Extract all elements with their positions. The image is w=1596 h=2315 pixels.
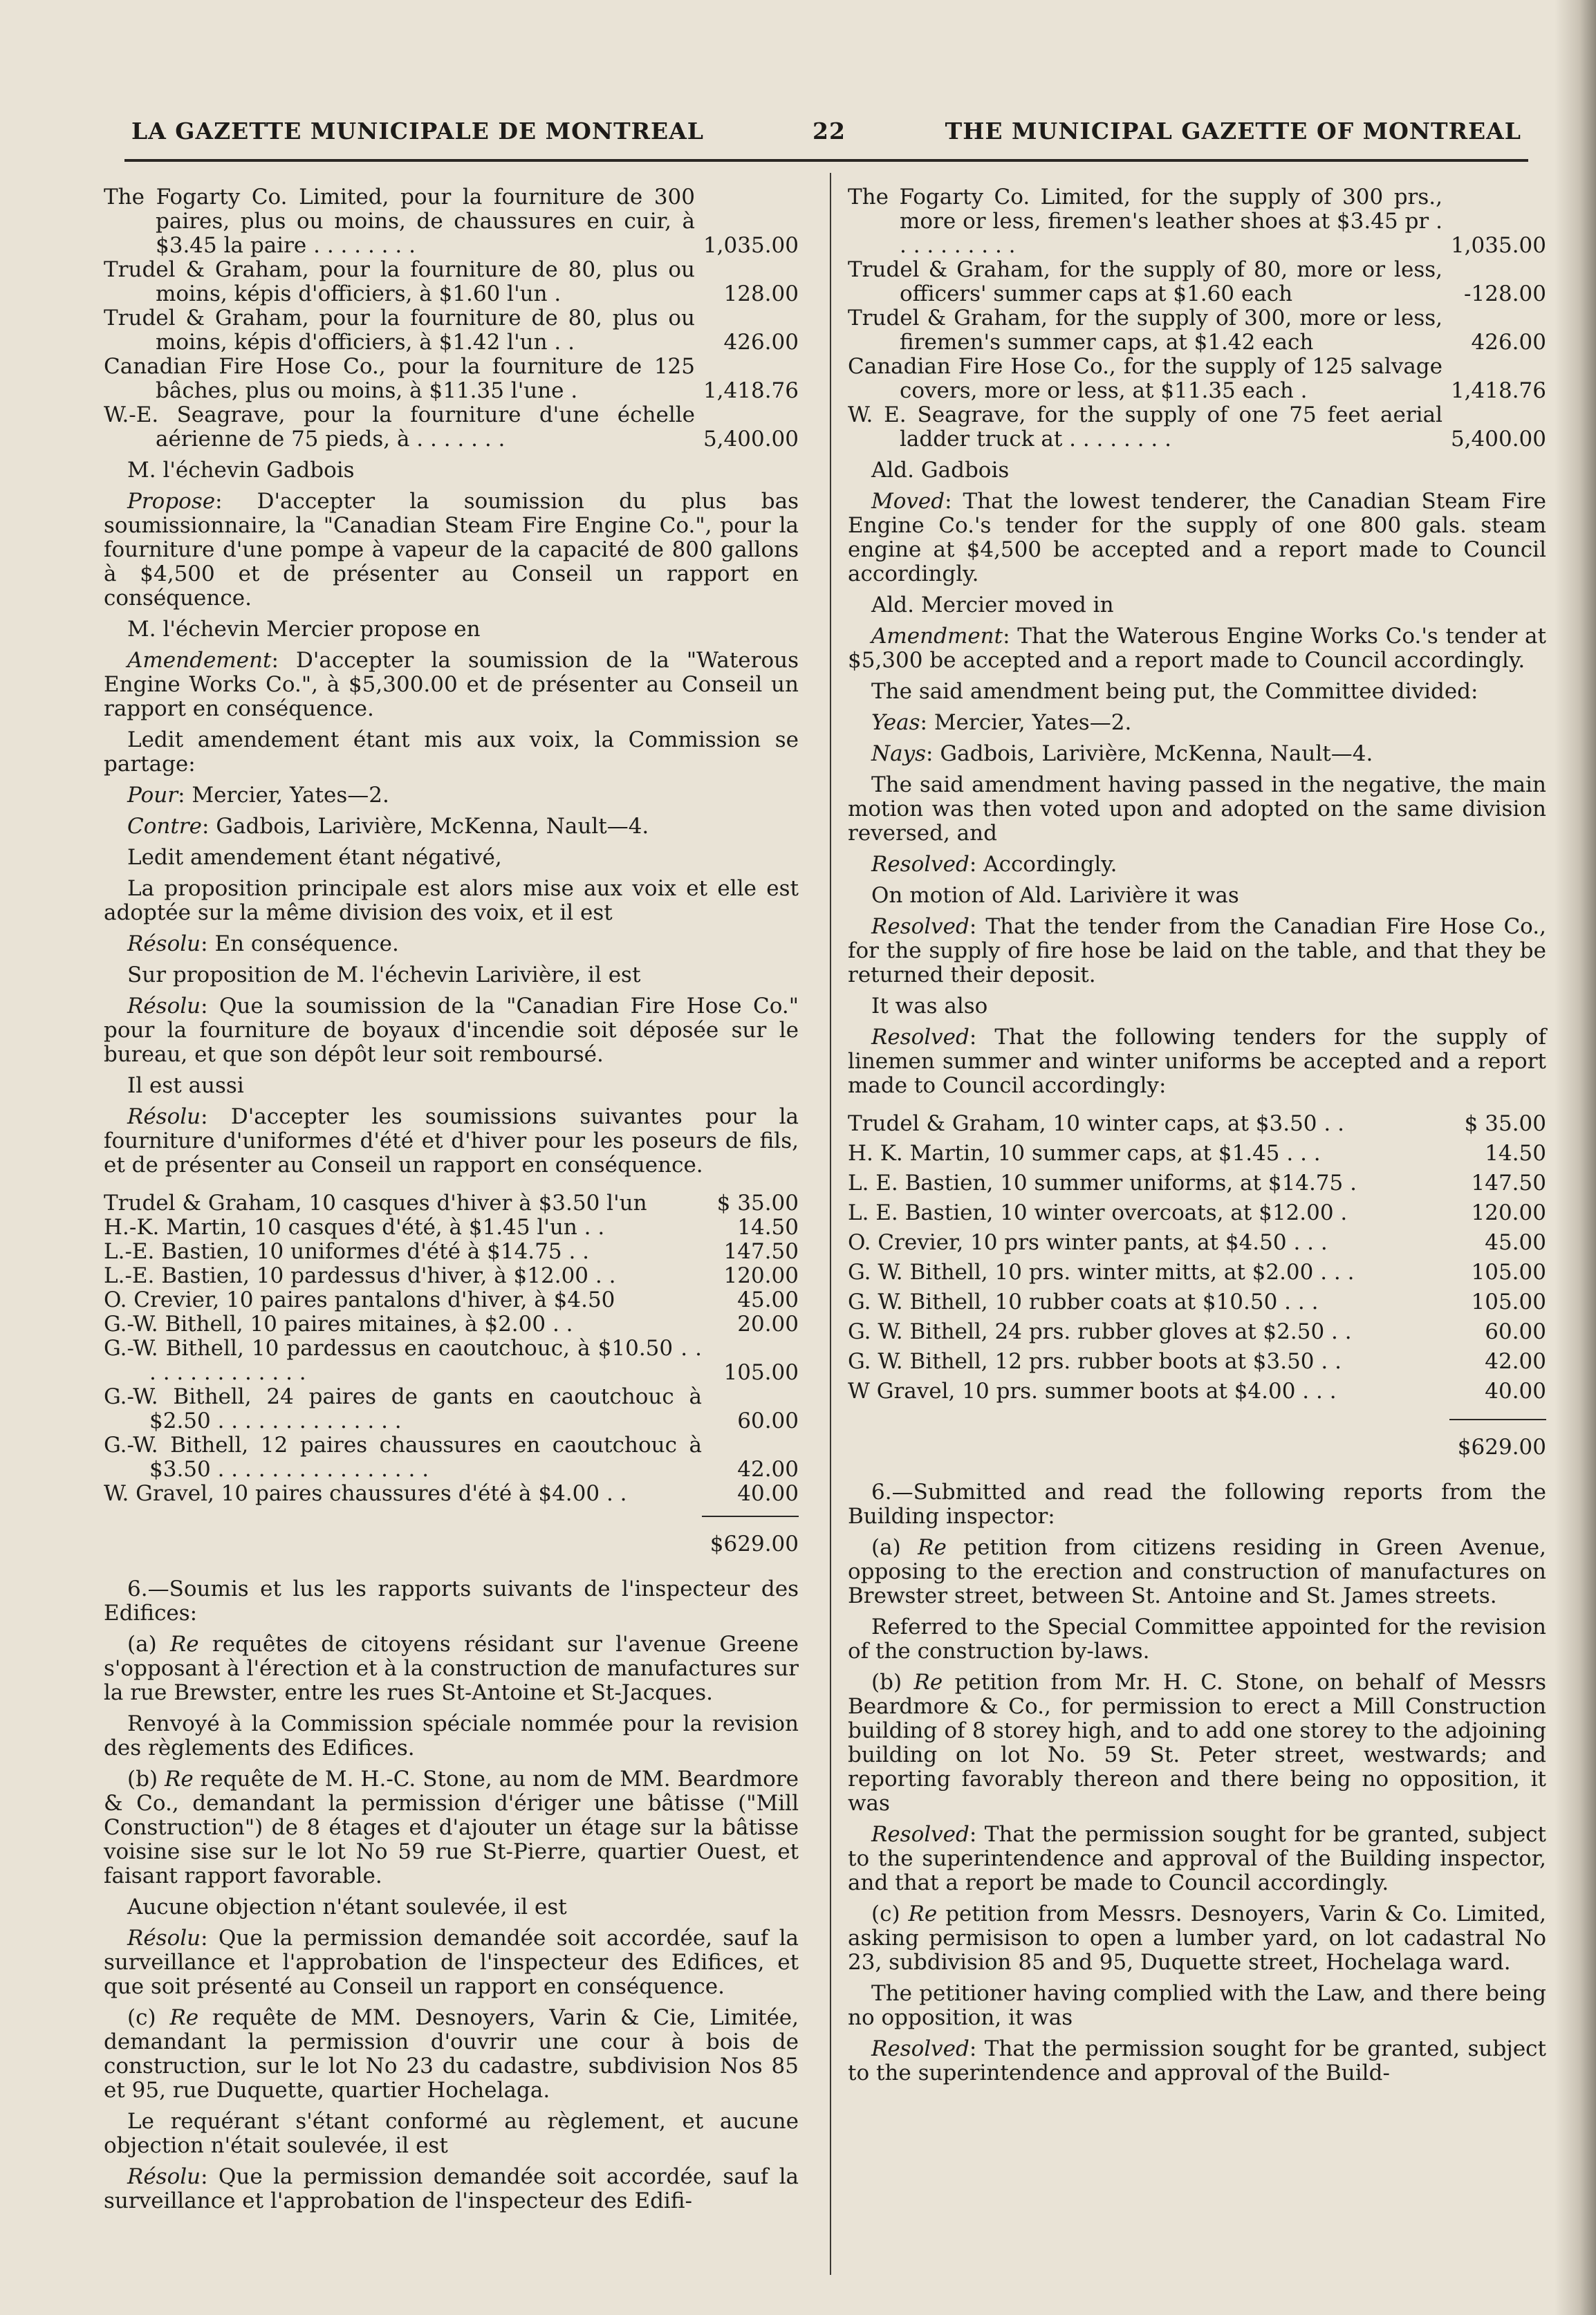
page-number: 22 <box>813 118 846 145</box>
fr-contract-text: W.-E. Seagrave, pour la fourniture d'une échelle aérienne de 75 pieds, à . . . . . . . <box>104 402 695 452</box>
fr-negative: Ledit amendement étant négativé, <box>127 845 502 870</box>
fr-contract-amount: 5,400.00 <box>703 427 799 452</box>
header-rule <box>124 159 1528 162</box>
fr-propose: Propose: D'accepter la soumission du plus bas soumissionnaire, la "Canadian Steam Fire Engine Co.", pour la fourniture d'une pompe à vapeur de la capacité de 800 gallons à $4,500 et de présenter au Conseil un rapport en conséquence. <box>104 489 799 611</box>
fr-total-rule <box>702 1516 799 1517</box>
en-contract-item: Trudel & Graham, for the supply of 80, more or less, officers' summer caps at $1.60 each -128.00 <box>848 257 1546 306</box>
en-tender-item: L. E. Bastien, 10 winter overcoats, at $12.00 . 120.00 <box>848 1200 1546 1225</box>
header-english-title: THE MUNICIPAL GAZETTE OF MONTREAL <box>945 118 1521 145</box>
en-lariviere: On motion of Ald. Larivière it was <box>871 883 1239 908</box>
fr-tender-item: L.-E. Bastien, 10 uniformes d'été à $14.75 . . 147.50 <box>104 1239 799 1264</box>
en-tender-item: Trudel & Graham, 10 winter caps, at $3.50 . . $ 35.00 <box>848 1111 1546 1136</box>
fr-tender-item: G.-W. Bithell, 24 paires de gants en caoutchouc à $2.50 . . . . . . . . . . . . . . 60.00 <box>104 1384 799 1433</box>
fr-renvoye: Renvoyé à la Commission spéciale nommée pour la revision des règlements des Edifices. <box>104 1711 799 1760</box>
en-contract-item: W. E. Seagrave, for the supply of one 75 feet aerial ladder truck at . . . . . . . . 5,400.00 <box>848 402 1546 452</box>
en-tender-item: G. W. Bithell, 24 prs. rubber gloves at $2.50 . . 60.00 <box>848 1319 1546 1344</box>
fr-resolu-c: Résolu: Que la permission demandée soit accordée, sauf la surveillance et l'approbation de l'inspecteur des Edifi- <box>104 2164 799 2213</box>
en-resolved-3: Resolved: That the following tenders for the supply of linemen summer and winter uniforms be accepted and a report made to Council accordingly: <box>848 1025 1546 1098</box>
fr-resolu-b: Résolu: Que la permission demandée soit accordée, sauf la surveillance et l'approbation de l'inspecteur des Edifices, et que soit présenté au Conseil un rapport en conséquence. <box>104 1926 799 1999</box>
en-tender-list <box>848 1112 1546 1409</box>
fr-contre: Contre: Gadbois, Larivière, McKenna, Nault—4. <box>127 814 649 839</box>
fr-amendement: Amendement: D'accepter la soumission de la "Waterous Engine Works Co.", à $5,300.00 et de présenter au Conseil un rapport en conséquence. <box>104 648 799 721</box>
en-item-b: (b) Re petition from Mr. H. C. Stone, on behalf of Messrs Beardmore & Co., for permission to erect a Mill Construction building of 8 storey high, and to add one storey to the adjoining building on lot No. 59 St. Peter street, westwards; and reporting favorably thereon and there being no opposition, it was <box>848 1670 1546 1816</box>
en-tender-item: G. W. Bithell, 10 prs. winter mitts, at $2.00 . . . 105.00 <box>848 1260 1546 1285</box>
fr-tender-item: G.-W. Bithell, 12 paires chaussures en caoutchouc à $3.50 . . . . . . . . . . . . . . . . 42.00 <box>104 1433 799 1482</box>
fr-contract-item <box>104 185 799 258</box>
fr-contract-amount: 1,418.76 <box>703 378 799 403</box>
fr-gadbois: M. l'échevin Gadbois <box>127 458 355 483</box>
fr-contract-text: Trudel & Graham, pour la fourniture de 80, plus ou moins, képis d'officiers, à $1.42 l'un . . <box>104 306 695 355</box>
en-tender-item: W Gravel, 10 prs. summer boots at $4.00 . . . 40.00 <box>848 1379 1546 1404</box>
fr-contract-amount: 426.00 <box>723 330 799 355</box>
en-item-c: (c) Re petition from Messrs. Desnoyers, Varin & Co. Limited, asking permisison to open a lumber yard, on lot cadastral No 23, subdivision 85 and 95, Duquette street, Hochelaga ward. <box>848 1902 1546 1975</box>
fr-tender-item: H.-K. Martin, 10 casques d'été, à $1.45 l'un . . 14.50 <box>104 1215 799 1240</box>
fr-conforme: Le requérant s'étant conformé au règlement, et aucune objection n'était soulevée, il est <box>104 2109 799 2158</box>
fr-contract-amount: 1,035.00 <box>703 233 799 258</box>
fr-item-c: (c) Re requête de MM. Desnoyers, Varin & Cie, Limitée, demandant la permission d'ouvrir une cour à bois de construction, sur le lot No 23 du cadastre, subdivision Nos 85 et 95, rue Duquette, quartier Hochelaga. <box>104 2005 799 2103</box>
en-item-a: (a) Re petition from citizens residing in Green Avenue, opposing to the erection and construction of manufactures on Brewster street, between St. Antoine and St. James streets. <box>848 1535 1546 1608</box>
header-french-title: LA GAZETTE MUNICIPALE DE MONTREAL <box>131 118 705 145</box>
en-resolved-1: Resolved: Accordingly. <box>871 852 1117 877</box>
en-contract-item: Canadian Fire Hose Co., for the supply of 125 salvage covers, more or less, at $11.35 each . 1,418.76 <box>848 354 1546 403</box>
fr-aussi: Il est aussi <box>127 1073 244 1098</box>
en-moved: Moved: That the lowest tenderer, the Canadian Steam Fire Engine Co.'s tender for the supply of one 800 gals. steam engine at $4,500 be accepted and a report made to Council accordingly. <box>848 489 1546 586</box>
en-negative: The said amendment having passed in the negative, the main motion was then voted upon and adopted on the same division reversed, and <box>848 772 1546 846</box>
en-tender-item: O. Crevier, 10 prs winter pants, at $4.50 . . . 45.00 <box>848 1230 1546 1255</box>
fr-tender-item: G.-W. Bithell, 10 pardessus en caoutchouc, à $10.50 . . . . . . . . . . . . . . 105.00 <box>104 1336 799 1385</box>
en-gadbois: Ald. Gadbois <box>871 458 1010 483</box>
fr-total: $629.00 <box>709 1532 799 1556</box>
fr-item-a: (a) Re requêtes de citoyens résidant sur l'avenue Greene s'opposant à l'érection et à la construction de manufactures sur la rue Brewster, entre les rues St-Antoine et St-Jacques. <box>104 1632 799 1705</box>
en-nays: Nays: Gadbois, Larivière, McKenna, Nault—4. <box>871 741 1373 766</box>
en-contract-list <box>848 185 1546 452</box>
en-amendment: Amendment: That the Waterous Engine Works Co.'s tender at $5,300 be accepted and a report made to Council accordingly. <box>848 624 1546 673</box>
fr-contract-item <box>104 306 799 355</box>
en-tender-item: G. W. Bithell, 10 rubber coats at $10.50 . . . 105.00 <box>848 1290 1546 1314</box>
english-column <box>848 185 1546 2092</box>
fr-main-motion: La proposition principale est alors mise aux voix et elle est adoptée sur la même division des voix, et il est <box>104 876 799 925</box>
en-contract-item: The Fogarty Co. Limited, for the supply of 300 prs., more or less, firemen's leather shoes at $3.45 pr . . . . . . . . . . 1,035.00 <box>848 185 1546 258</box>
fr-contract-item <box>104 258 799 306</box>
column-divider <box>830 173 831 2275</box>
fr-tender-item: W. Gravel, 10 paires chaussures d'été à $4.00 . . 40.00 <box>104 1481 799 1506</box>
en-referred: Referred to the Special Committee appointed for the revision of the construction by-laws. <box>848 1615 1546 1664</box>
en-yeas: Yeas: Mercier, Yates—2. <box>871 710 1132 735</box>
fr-resolu-2: Résolu: Que la soumission de la "Canadian Fire Hose Co." pour la fourniture de boyaux d'incendie soit déposée sur le bureau, et que son dépôt leur soit remboursé. <box>104 994 799 1067</box>
fr-item-b: (b) Re requête de M. H.-C. Stone, au nom de MM. Beardmore & Co., demandant la permission d'ériger une bâtisse ("Mill Construction") de 8 étages et d'ajouter un étage sur la bâtisse voisine sise sur le lot No 59 rue St-Pierre, quartier Ouest, et faisant rapport favorable. <box>104 1767 799 1888</box>
en-vote: The said amendment being put, the Committee divided: <box>871 679 1478 704</box>
fr-contract-text: Trudel & Graham, pour la fourniture de 80, plus ou moins, képis d'officiers, à $1.60 l'un . <box>104 257 695 306</box>
fr-tender-item: L.-E. Bastien, 10 pardessus d'hiver, à $12.00 . . 120.00 <box>104 1263 799 1288</box>
en-resolved-2: Resolved: That the tender from the Canadian Fire Hose Co., for the supply of fire hose be laid on the table, and that they be returned their deposit. <box>848 914 1546 987</box>
fr-mercier: M. l'échevin Mercier propose en <box>127 617 481 642</box>
french-column <box>104 185 799 2220</box>
page-header <box>131 118 1521 155</box>
fr-contract-amount: 128.00 <box>723 281 799 306</box>
en-total-rule <box>1449 1419 1546 1420</box>
fr-tender-item: Trudel & Graham, 10 casques d'hiver à $3.50 l'un $ 35.00 <box>104 1191 799 1216</box>
en-tender-item: H. K. Martin, 10 summer caps, at $1.45 . . . 14.50 <box>848 1141 1546 1166</box>
fr-contract-list <box>104 185 799 452</box>
fr-section-6: 6.—Soumis et lus les rapports suivants de l'inspecteur des Edifices: <box>104 1577 799 1626</box>
en-tender-item: L. E. Bastien, 10 summer uniforms, at $14.75 . 147.50 <box>848 1171 1546 1196</box>
en-contract-item: Trudel & Graham, for the supply of 300, more or less, firemen's summer caps, at $1.42 each 426.00 <box>848 306 1546 355</box>
fr-tender-item: O. Crevier, 10 paires pantalons d'hiver, à $4.50 45.00 <box>104 1287 799 1312</box>
fr-vote: Ledit amendement étant mis aux voix, la Commission se partage: <box>104 727 799 777</box>
en-tender-item: G. W. Bithell, 12 prs. rubber boots at $3.50 . . 42.00 <box>848 1349 1546 1374</box>
fr-contract-text: Canadian Fire Hose Co., pour la fourniture de 125 bâches, plus ou moins, à $11.35 l'une . <box>104 354 695 403</box>
fr-contract-text: The Fogarty Co. Limited, pour la fourniture de 300 paires, plus ou moins, de chaussures en cuir, à $3.45 la paire . . . . . . . . <box>104 185 695 258</box>
fr-resolu-3: Résolu: D'accepter les soumissions suivantes pour la fourniture d'uniformes d'été et d'hiver pour les poseurs de fils, et de présenter au Conseil un rapport en conséquence. <box>104 1104 799 1178</box>
fr-resolu-1: Résolu: En conséquence. <box>127 931 399 956</box>
fr-pour: Pour: Mercier, Yates—2. <box>127 783 389 808</box>
page-edge-shadow <box>1555 0 1596 2315</box>
en-resolved-c: Resolved: That the permission sought for be granted, subject to the superintendence and approval of the Build- <box>848 2036 1546 2085</box>
en-also: It was also <box>871 994 988 1019</box>
fr-tender-list <box>104 1191 799 1506</box>
fr-aucune: Aucune objection n'étant soulevée, il est <box>127 1895 567 1919</box>
fr-contract-item <box>104 355 799 403</box>
en-mercier: Ald. Mercier moved in <box>871 593 1114 617</box>
fr-lariviere: Sur proposition de M. l'échevin Larivière, il est <box>127 963 641 987</box>
en-section-6: 6.—Submitted and read the following reports from the Building inspector: <box>848 1480 1546 1529</box>
en-total: $629.00 <box>1457 1435 1546 1460</box>
en-resolved-b: Resolved: That the permission sought for be granted, subject to the superintendence and approval of the Building inspector, and that a report be made to Council accordingly. <box>848 1822 1546 1895</box>
fr-tender-item: G.-W. Bithell, 10 paires mitaines, à $2.00 . . 20.00 <box>104 1312 799 1337</box>
en-complied: The petitioner having complied with the Law, and there being no opposition, it was <box>848 1981 1546 2030</box>
fr-contract-item <box>104 403 799 452</box>
